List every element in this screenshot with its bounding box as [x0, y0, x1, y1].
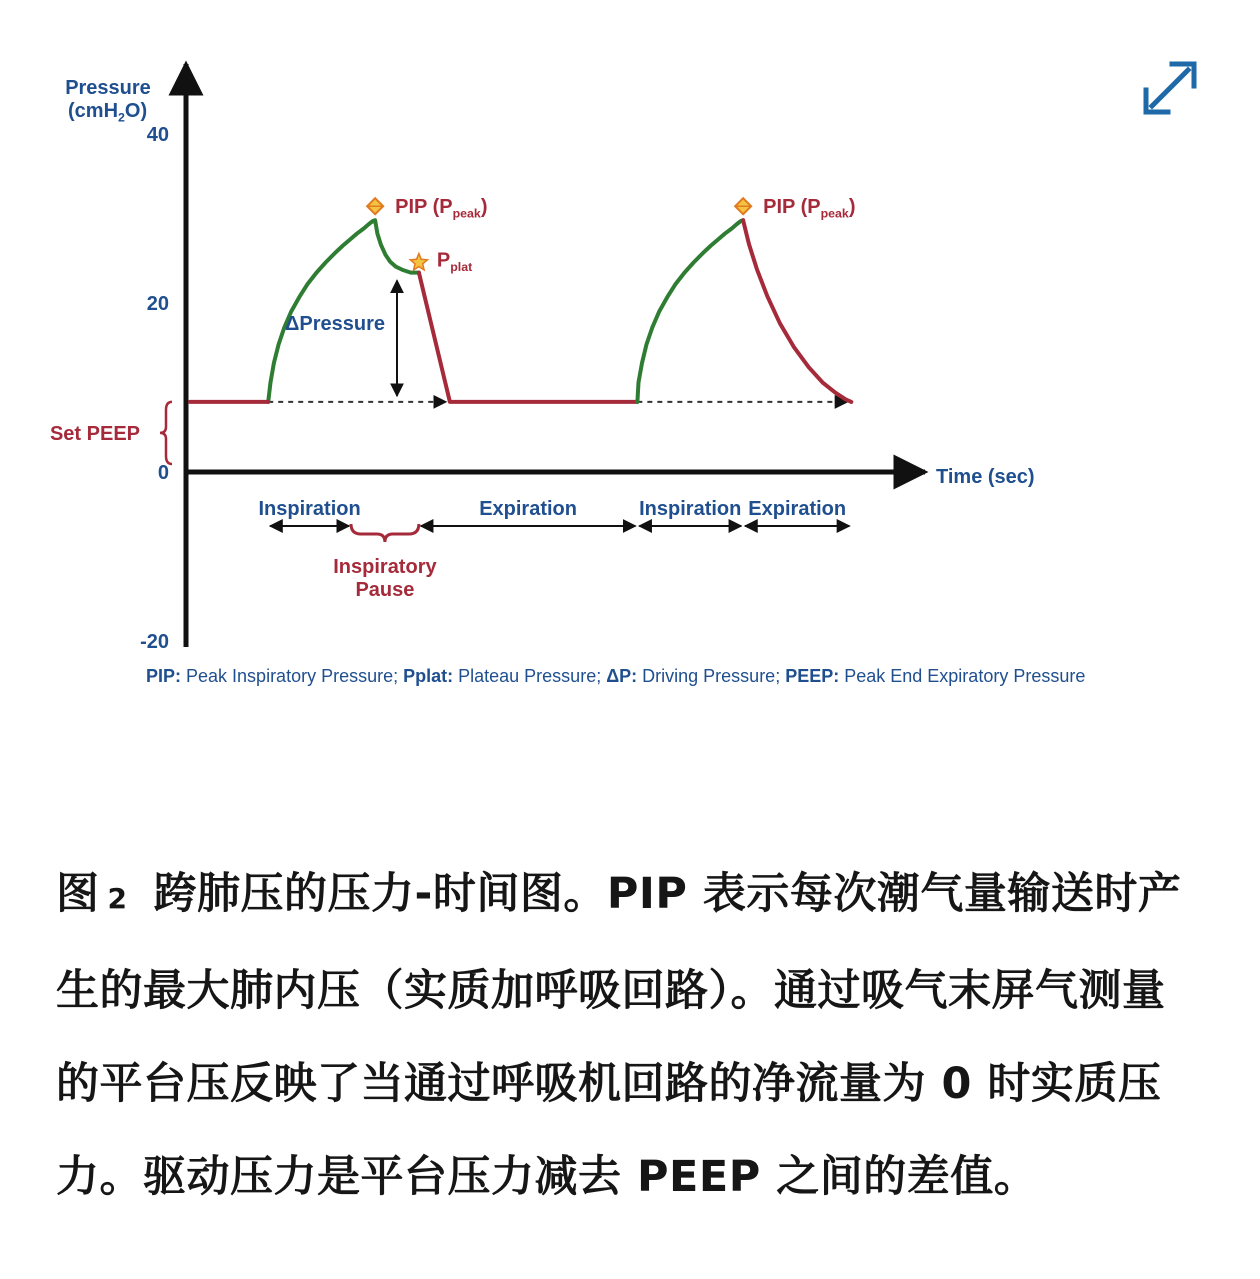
- y-tick-label: 40: [146, 124, 169, 146]
- pip-label: PIP $(P_{peak})$: [763, 196, 856, 221]
- pplat-marker-star: [410, 254, 427, 270]
- series-line: [419, 273, 638, 402]
- expand-arrows-icon[interactable]: [1138, 56, 1202, 120]
- chart-legend: PIP: Peak Inspiratory Pressure; Pplat: Plateau Pressure; ΔP: Driving Pressure; PEEP: Peak End Expiratory Pressure: [146, 666, 1086, 686]
- caption-text: 跨肺压的压力-时间图。PIP 表示每次潮气量输送时产生的最大肺内压（实质加呼吸回路）。通过吸气末屏气测量的平台压反映了当通过呼吸机回路的净流量为 0 时实质压力。驱动压力是平台压力减去 PEEP 之间的差值。: [56, 869, 1182, 1202]
- inspiratory-pause-brace: [351, 524, 419, 542]
- set-peep-label: Set PEEP: [49, 422, 140, 445]
- delta-pressure-label: ΔPressure: [285, 313, 385, 336]
- phase-label: Expiration: [479, 498, 577, 520]
- y-axis-label: Pressure: [65, 77, 151, 99]
- y-axis-unit: (cmH$_2$O): [68, 100, 148, 125]
- y-tick-label: 20: [146, 293, 169, 315]
- phase-label: Inspiration: [639, 498, 742, 520]
- inspiratory-pause-label: Inspiratory: [333, 556, 437, 578]
- pplat-label: $P_{plat}$: [436, 249, 473, 274]
- phase-label: Expiration: [748, 498, 847, 520]
- set-peep-brace: [160, 402, 172, 464]
- figure-caption: [56, 848, 1206, 1224]
- phase-label: Inspiration: [258, 498, 361, 520]
- figure-number: 图 2: [56, 869, 128, 919]
- y-tick-label: 0: [157, 462, 169, 484]
- series-line: [743, 220, 851, 402]
- series-line: [637, 220, 743, 402]
- inspiratory-pause-label-2: Pause: [355, 579, 415, 601]
- y-tick-label: -20: [140, 631, 169, 653]
- x-axis-label: Time (sec): [936, 466, 1035, 488]
- pip-label: PIP $(P_{peak})$: [395, 196, 488, 221]
